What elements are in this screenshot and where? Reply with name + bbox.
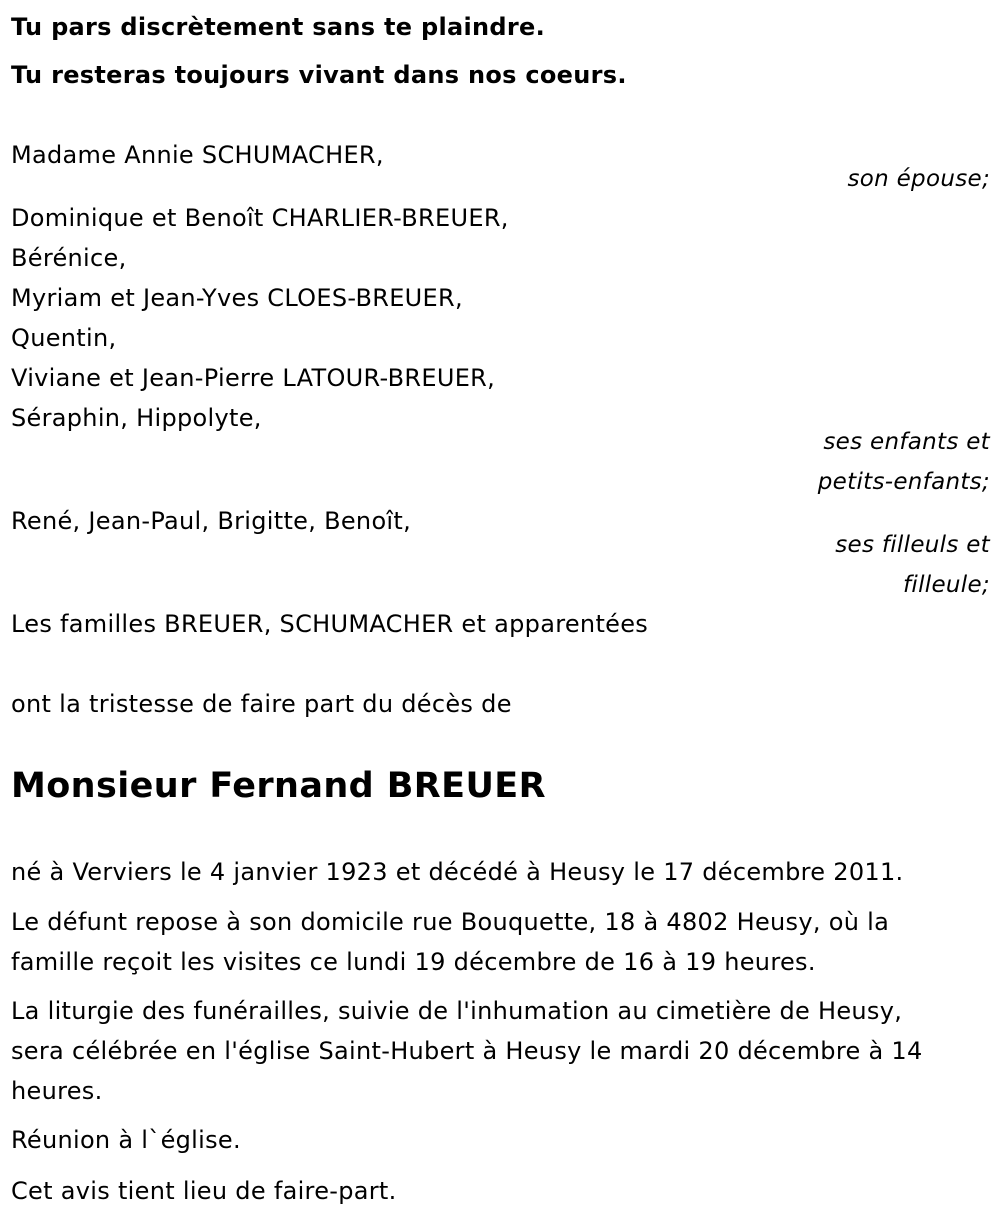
funeral-line-1: La liturgie des funérailles, suivie de l'inhumation au cimetière de Heusy, [11,997,903,1025]
children-role-line-1: ses enfants et [823,429,990,455]
children-name-4: Quentin, [11,324,117,352]
godchildren-role-line-1: ses filleuls et [835,532,990,558]
children-name-2: Bérénice, [11,244,127,272]
funeral-line-2: sera célébrée en l'église Saint-Hubert à Heusy le mardi 20 décembre à 14 [11,1037,923,1065]
spouse-role: son épouse; [847,166,990,192]
meeting-line: Réunion à l`église. [11,1126,241,1154]
children-name-1: Dominique et Benoît CHARLIER-BREUER, [11,204,509,232]
spouse-name: Madame Annie SCHUMACHER, [11,141,384,169]
children-role-line-2: petits-enfants; [817,469,990,495]
children-name-6: Séraphin, Hippolyte, [11,404,262,432]
funeral-line-3: heures. [11,1077,103,1105]
godchildren-role-line-2: filleule; [903,572,990,598]
children-name-5: Viviane et Jean-Pierre LATOUR-BREUER, [11,364,496,392]
announcement-line: ont la tristesse de faire part du décès de [11,690,512,718]
closing-line: Cet avis tient lieu de faire-part. [11,1177,397,1205]
epigraph-line-2: Tu resteras toujours vivant dans nos coeurs. [11,61,627,89]
epigraph-line-1: Tu pars discrètement sans te plaindre. [11,13,546,41]
visitation-line-1: Le défunt repose à son domicile rue Bouquette, 18 à 4802 Heusy, où la [11,908,890,936]
deceased-name: Monsieur Fernand BREUER [11,766,546,806]
birth-death-line: né à Verviers le 4 janvier 1923 et décédé à Heusy le 17 décembre 2011. [11,858,904,886]
children-name-3: Myriam et Jean-Yves CLOES-BREUER, [11,284,463,312]
visitation-line-2: famille reçoit les visites ce lundi 19 décembre de 16 à 19 heures. [11,948,816,976]
godchildren-names: René, Jean-Paul, Brigitte, Benoît, [11,507,412,535]
families-line: Les familles BREUER, SCHUMACHER et apparentées [11,610,649,638]
